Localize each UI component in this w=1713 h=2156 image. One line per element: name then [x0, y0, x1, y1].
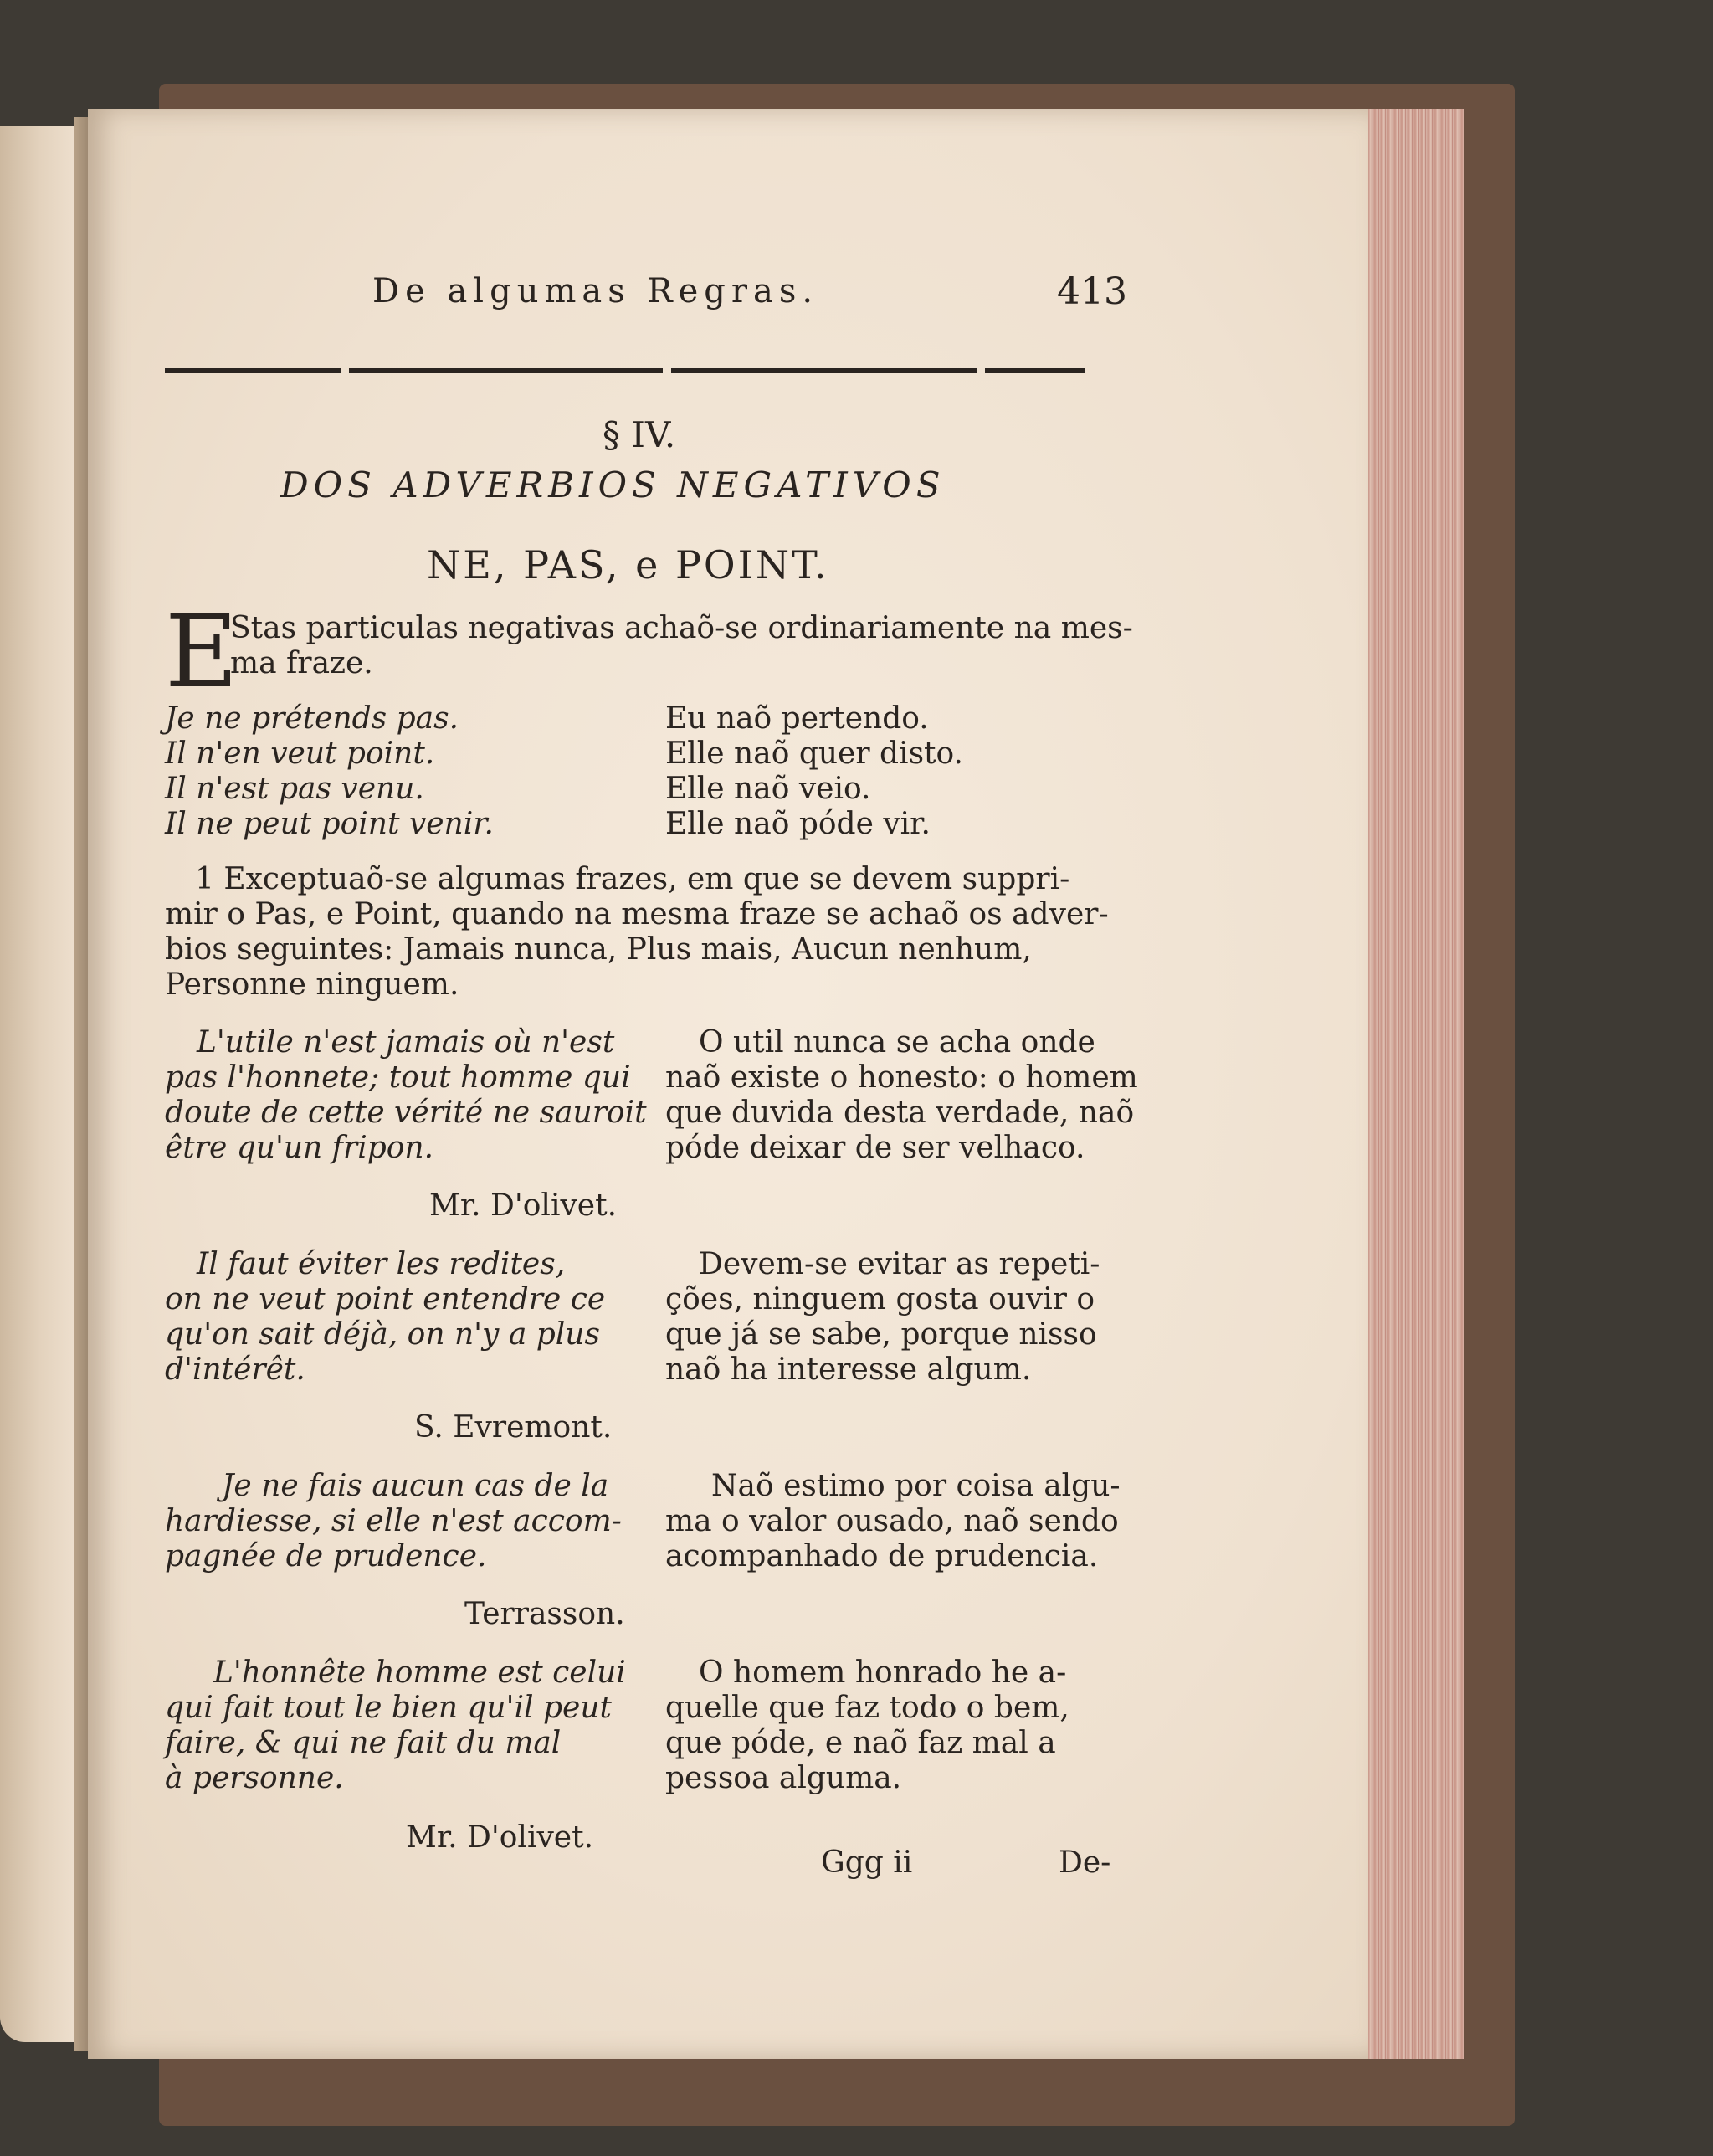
example-portuguese: Eu naõ pertendo.: [665, 701, 929, 736]
running-title: De algumas Regras.: [372, 272, 819, 311]
section-title: DOS ADVERBIOS NEGATIVOS: [280, 465, 946, 506]
quote-author: Terrasson.: [464, 1597, 625, 1631]
rule-line: Personne ninguem.: [165, 968, 459, 1002]
drop-cap: E: [165, 594, 238, 711]
quote-french-line: être qu'un fripon.: [165, 1131, 434, 1165]
quote-portuguese-line: que já se sabe, porque nisso: [665, 1317, 1097, 1352]
catchword: De-: [1059, 1845, 1111, 1880]
quote-portuguese-line: O homem honrado he a-: [699, 1656, 1067, 1690]
book-page: [88, 109, 1368, 2059]
section-number: § IV.: [603, 414, 676, 455]
example-french: Il ne peut point venir.: [165, 807, 494, 841]
header-rule-2: [349, 368, 663, 373]
quote-french-line: doute de cette vérité ne sauroit: [165, 1096, 647, 1130]
quote-portuguese-line: ma o valor ousado, naõ sendo: [665, 1504, 1119, 1538]
quote-portuguese-line: ções, ninguem gosta ouvir o: [665, 1282, 1095, 1317]
quote-author: Mr. D'olivet.: [429, 1188, 618, 1223]
quote-french-line: à personne.: [165, 1761, 344, 1795]
intro-line: ma fraze.: [230, 646, 373, 680]
quote-french-line: faire, & qui ne fait du mal: [165, 1726, 562, 1760]
page-number: 413: [1057, 270, 1127, 313]
quote-portuguese-line: póde deixar de ser velhaco.: [665, 1131, 1085, 1165]
quote-portuguese-line: acompanhado de prudencia.: [665, 1539, 1099, 1573]
quote-portuguese-line: naõ ha interesse algum.: [665, 1353, 1032, 1387]
example-portuguese: Elle naõ póde vir.: [665, 807, 931, 841]
quote-portuguese-line: Devem-se evitar as repeti-: [699, 1247, 1100, 1281]
quote-french-line: d'intérêt.: [165, 1353, 305, 1387]
quote-portuguese-line: Naõ estimo por coisa algu-: [711, 1469, 1121, 1503]
quote-portuguese-line: que duvida desta verdade, naõ: [665, 1096, 1135, 1130]
header-rule-4: [985, 368, 1085, 373]
quote-french-line: hardiesse, si elle n'est accom-: [165, 1504, 622, 1538]
quote-author: S. Evremont.: [414, 1410, 613, 1445]
quote-french-line: qui fait tout le bien qu'il peut: [165, 1691, 612, 1725]
quote-portuguese-line: O util nunca se acha onde: [699, 1025, 1095, 1060]
rule-line: 1 Exceptuaõ-se algumas frazes, em que se devem suppri-: [195, 862, 1070, 896]
example-french: Il n'en veut point.: [165, 737, 435, 771]
intro-line: Stas particulas negativas achaõ-se ordinariamente na mes-: [230, 611, 1133, 645]
example-french: Je ne prétends pas.: [165, 701, 459, 736]
example-portuguese: Elle naõ veio.: [665, 772, 871, 806]
quote-french-line: pas l'honnete; tout homme qui: [165, 1060, 631, 1095]
quote-french-line: on ne veut point entendre ce: [165, 1282, 606, 1317]
quote-french-line: pagnée de prudence.: [165, 1539, 487, 1573]
quote-french-line: L'utile n'est jamais où n'est: [197, 1025, 615, 1060]
quote-french-line: L'honnête homme est celui: [213, 1656, 626, 1690]
quote-portuguese-line: que póde, e naõ faz mal a: [665, 1726, 1056, 1760]
quote-french-line: qu'on sait déjà, on n'y a plus: [165, 1317, 600, 1352]
quote-portuguese-line: naõ existe o honesto: o homem: [665, 1060, 1138, 1095]
rule-line: mir o Pas, e Point, quando na mesma fraze se achaõ os adver-: [165, 897, 1109, 932]
quote-french-line: Je ne fais aucun cas de la: [222, 1469, 609, 1503]
quote-portuguese-line: quelle que faz todo o bem,: [665, 1691, 1069, 1725]
example-portuguese: Elle naõ quer disto.: [665, 737, 963, 771]
quote-french-line: Il faut éviter les redites,: [197, 1247, 566, 1281]
signature-mark: Ggg ii: [821, 1845, 913, 1880]
example-french: Il n'est pas venu.: [165, 772, 424, 806]
section-subtitle: NE, PAS, e POINT.: [427, 542, 829, 588]
rule-line: bios seguintes: Jamais nunca, Plus mais, Aucun nenhum,: [165, 932, 1032, 967]
quote-author: Mr. D'olivet.: [406, 1820, 594, 1855]
quote-portuguese-line: pessoa alguma.: [665, 1761, 902, 1795]
header-rule-3: [671, 368, 977, 373]
header-rule-1: [165, 368, 341, 373]
